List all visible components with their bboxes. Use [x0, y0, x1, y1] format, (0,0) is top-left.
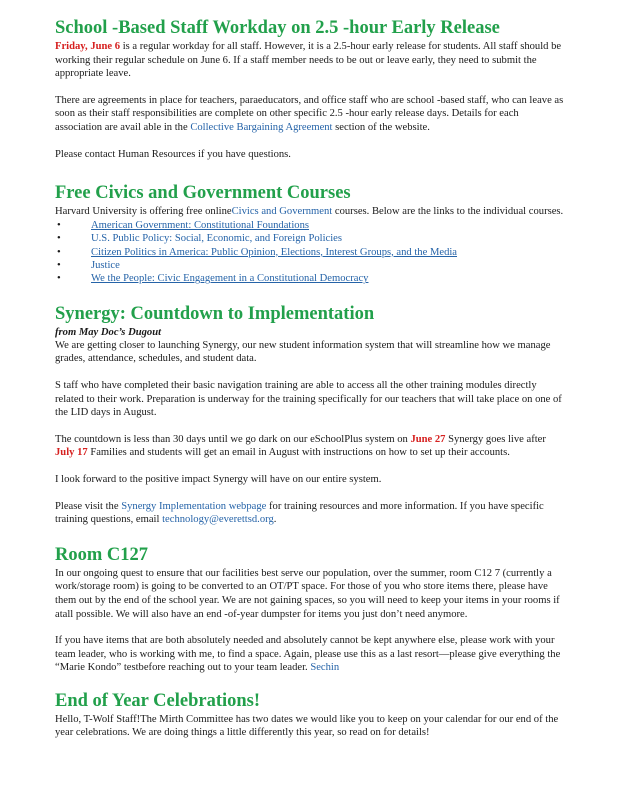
course-list	[55, 219, 618, 286]
synergy-paragraph-4: I look forward to the positive impact Synergy will have on our entire system.	[55, 473, 382, 485]
course-item	[55, 232, 618, 245]
course-link-american-government[interactable]: American Government: Constitutional Foundations	[91, 219, 310, 231]
course-link-we-the-people[interactable]: We the People: Civic Engagement in a Constitutional Democracy	[91, 273, 369, 285]
course-item	[55, 259, 618, 272]
early-release-heading: School -Based Staff Workday on 2.5 -hour Early Release	[55, 18, 500, 38]
early-release-paragraph-3: Please contact Human Resources if you have questions.	[55, 148, 291, 160]
early-release-date: Friday, June 6	[55, 41, 121, 52]
synergy-paragraph-2: S taff who have completed their basic navigation training are able to access all the other training modules directly related to their work. Preparation is underway for the training specifically for our teachers that will take place on one of the LID days in August.	[55, 379, 562, 419]
course-item	[55, 272, 618, 285]
collective-bargaining-link[interactable]: Collective Bargaining Agreement	[190, 121, 333, 133]
room-paragraph-1: In our ongoing quest to ensure that our facilities best serve our population, over the summer, room C12 7 (currently a work/storage room) is going to be converted to an OT/PT space. For those of you who store items there, please have them out by the end of the school year. We are not gaining spaces, so you will need to keep your items in your rooms if atall possible. We will also have an end -of-year dumpster for items you just don’t need anymore.	[55, 567, 560, 620]
celebrations-heading: End of Year Celebrations!	[55, 690, 261, 711]
early-release-section	[55, 18, 618, 161]
civics-section	[55, 183, 618, 286]
room-signature: Sechin	[310, 662, 340, 674]
go-dark-date: June 27	[410, 433, 446, 445]
synergy-paragraph-1: We are getting closer to launching Synergy, our new student information system that will streamline how we manage grades, attendance, schedules, and student data.	[55, 339, 551, 365]
celebrations-section	[55, 691, 618, 740]
synergy-section	[55, 304, 618, 527]
room-heading: Room C127	[55, 544, 149, 565]
early-release-paragraph-2: There are agreements in place for teachers, paraeducators, and office staff who are school -based staff, who can leave as soon as their staff responsibilities are complete on other specific 2.5 -hour early release days. Details for each association are avail able in the Collective Bargaining Agreement section of the website.	[55, 94, 564, 133]
course-item	[55, 219, 618, 232]
synergy-paragraph-3: The countdown is less than 30 days until we go dark on our eSchoolPlus system on June 27 Synergy goes live after July 17 Families and students will get an email in August with instructions on how to set up their accounts.	[55, 433, 546, 459]
civics-intro: Harvard University is offering free onlineCivics and Government courses. Below are the links to the individual courses.	[55, 206, 564, 218]
course-link-citizen-politics[interactable]: Citizen Politics in America: Public Opinion, Elections, Interest Groups, and the Media	[91, 246, 458, 258]
civics-government-link[interactable]: Civics and Government	[231, 206, 333, 218]
celebrations-paragraph-1: Hello, T-Wolf Staff!The Mirth Committee has two dates we would like you to keep on your calendar for our end of the year celebrations. We are doing things a little differently this year, so read on for details!	[55, 713, 559, 739]
room-paragraph-2: If you have items that are both absolutely needed and absolutely cannot be kept anywhere else, please work with your team leader, who is working with me, to find a space. Again, please use this as a last resort—please give everything the “Marie Kondo” testbefore reaching out to your team leader. Sechin	[55, 635, 561, 674]
civics-heading: Free Civics and Government Courses	[55, 183, 351, 204]
course-link-justice[interactable]: Justice	[91, 259, 120, 271]
early-release-paragraph-1: Friday, June 6 is a regular workday for all staff. However, it is a 2.5-hour early release for students. All staff should be working their regular schedule on June 6. If a staff member needs to be out or leave early, they need to submit the appropriate leave.	[55, 41, 562, 80]
go-live-date: July 17	[55, 447, 88, 459]
synergy-webpage-link[interactable]: Synergy Implementation webpage	[121, 500, 267, 512]
synergy-paragraph-5: Please visit the Synergy Implementation webpage for training resources and more information. If you have specific training questions, email technology@everettsd.org.	[55, 500, 544, 526]
synergy-byline: from May Doc’s Dugout	[55, 326, 162, 338]
technology-email-link[interactable]: technology@everettsd.org	[162, 514, 274, 526]
course-item	[55, 246, 618, 259]
synergy-heading: Synergy: Countdown to Implementation	[55, 303, 375, 324]
course-link-public-policy[interactable]: U.S. Public Policy: Social, Economic, and Foreign Policies	[91, 233, 342, 245]
room-section	[55, 545, 618, 675]
